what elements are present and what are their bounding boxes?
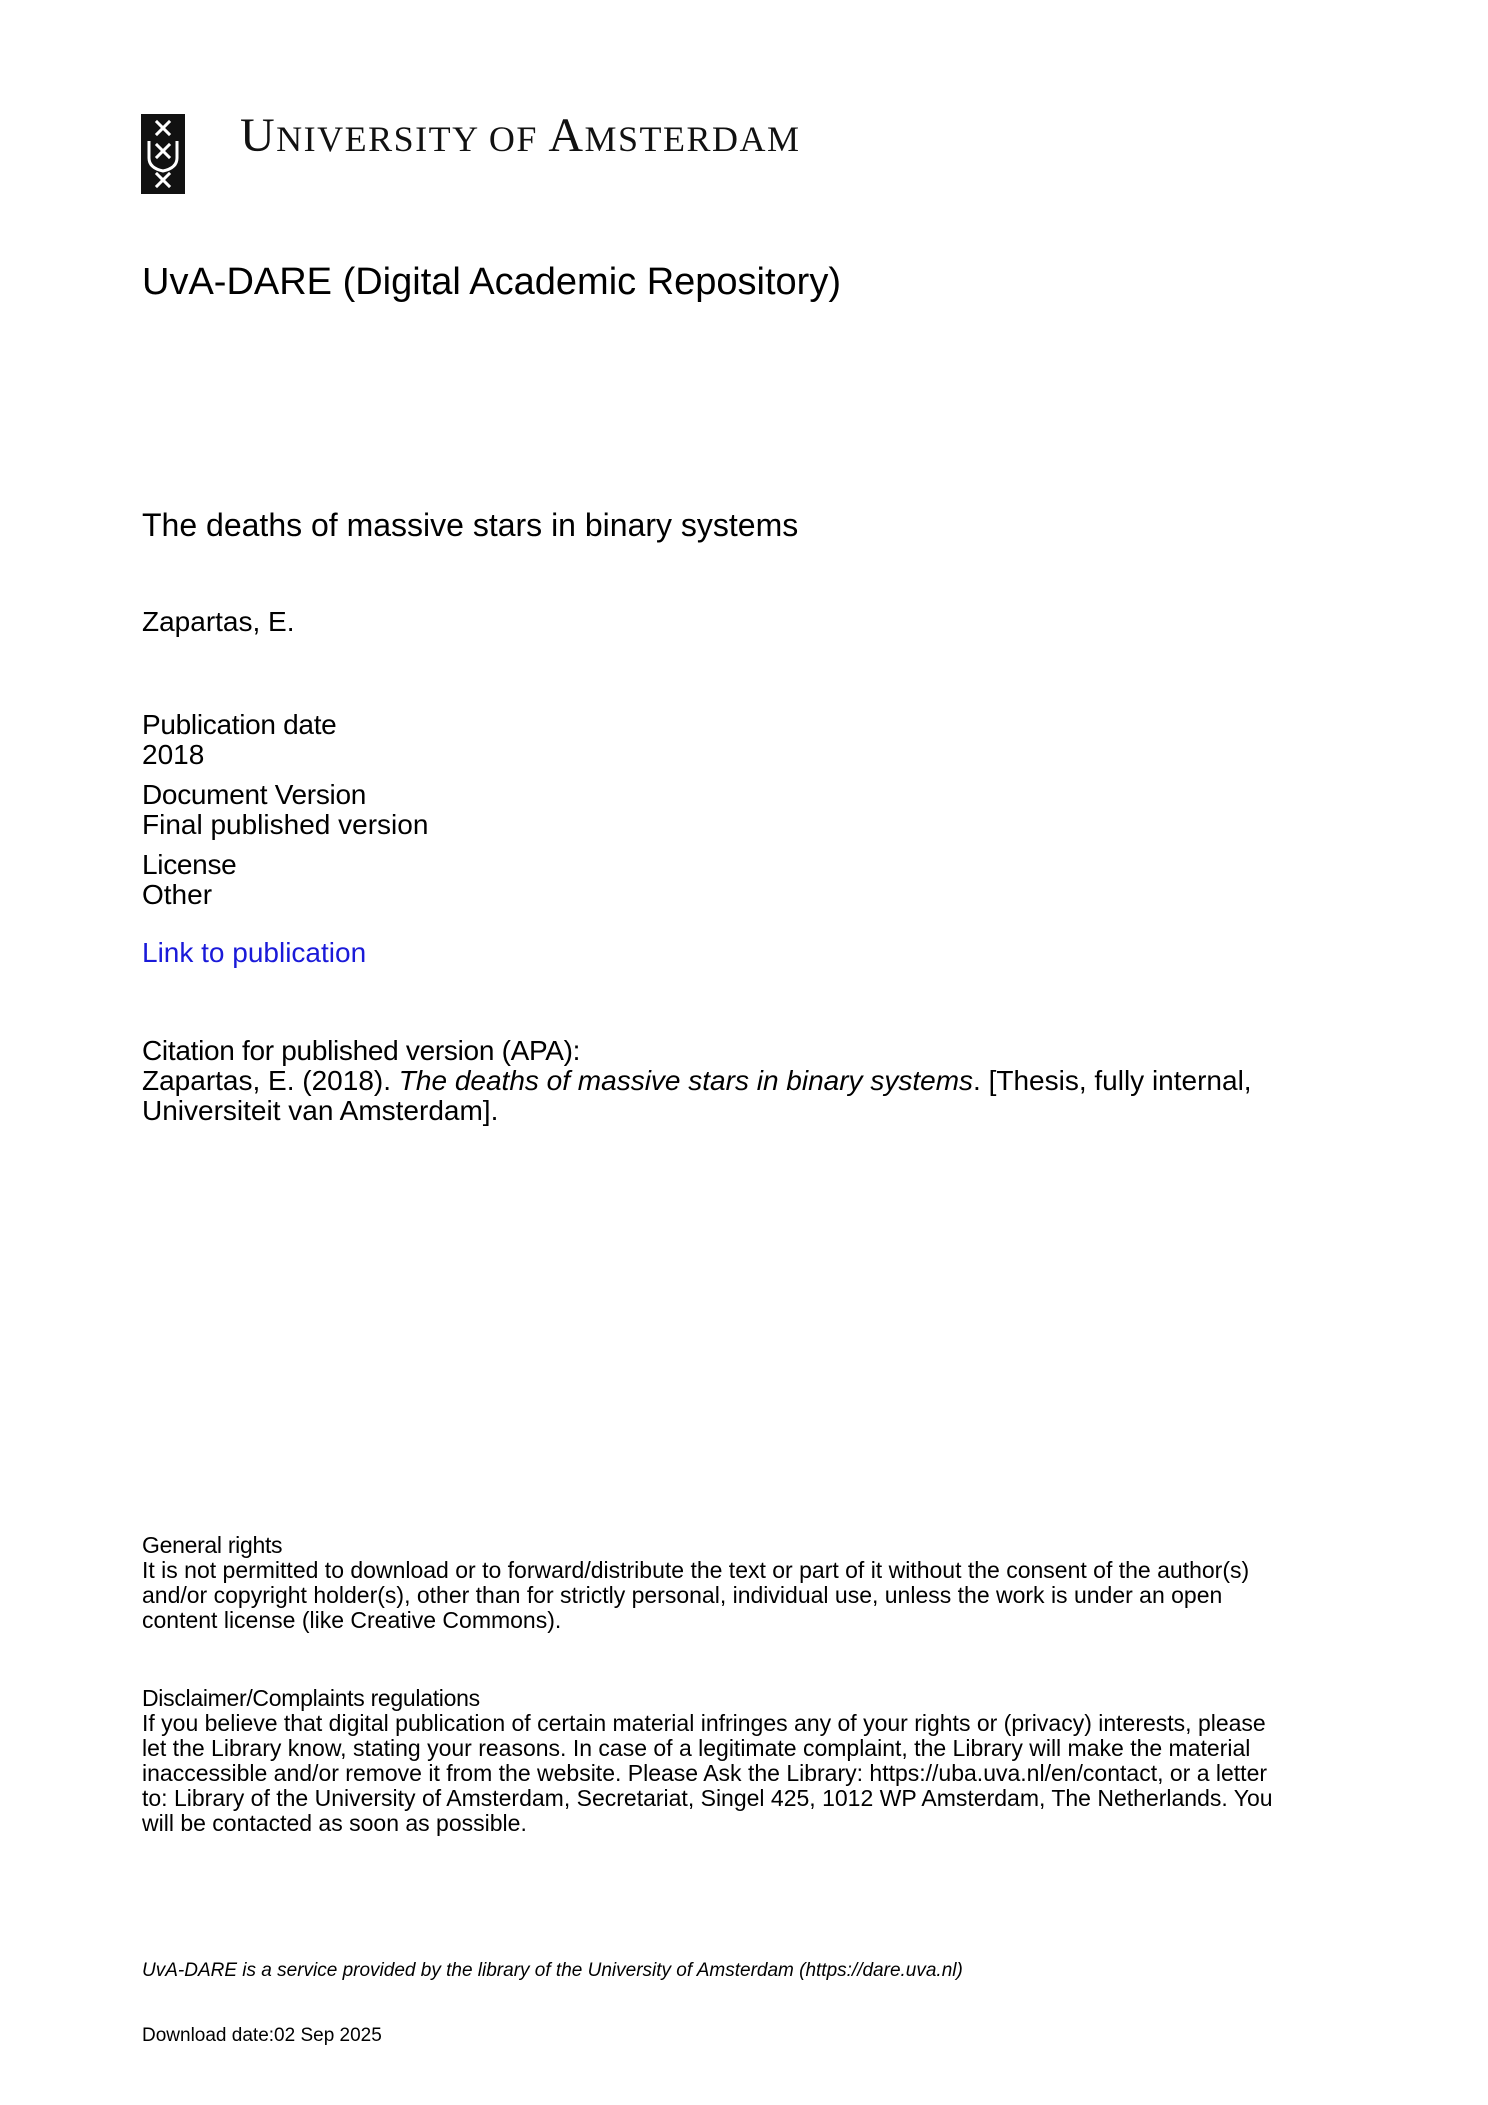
disclaimer-heading: Disclaimer/Complaints regulations (142, 1685, 480, 1711)
citation-title: The deaths of massive stars in binary systems (398, 1065, 974, 1096)
author: Zapartas, E. (142, 606, 295, 637)
uni-name-rest-1: NIVERSITY OF (276, 119, 549, 159)
disclaimer-line: If you believe that digital publication of certain material infringes any of your rights or (privacy) interests, please (142, 1710, 1266, 1736)
citation-line-1 (142, 1066, 1372, 1096)
general-rights-line: and/or copyright holder(s), other than for strictly personal, individual use, unless the work is under an open (142, 1582, 1223, 1608)
disclaimer-text (142, 1711, 1402, 1836)
document-version-label: Document Version (142, 779, 366, 810)
university-name (240, 109, 801, 162)
license-value: Other (142, 879, 213, 910)
citation-prefix: Zapartas, E. (2018). (142, 1065, 399, 1096)
disclaimer-line: inaccessible and/or remove it from the website. Please Ask the Library: https://uba.uva.nl/en/contact, or a letter (142, 1760, 1268, 1786)
citation-text (142, 1066, 1372, 1126)
link-to-publication[interactable]: Link to publication (142, 937, 367, 968)
disclaimer-line: to: Library of the University of Amsterdam, Secretariat, Singel 425, 1012 WP Amsterdam, The Netherlands. You (142, 1785, 1273, 1811)
publication-title: The deaths of massive stars in binary systems (142, 507, 799, 543)
disclaimer-line: let the Library know, stating your reasons. In case of a legitimate complaint, the Library will make the material (142, 1735, 1251, 1761)
general-rights-line: content license (like Creative Commons). (142, 1607, 562, 1633)
download-date: Download date:02 Sep 2025 (142, 2025, 382, 2046)
publication-date-label: Publication date (142, 709, 337, 740)
disclaimer-line: will be contacted as soon as possible. (142, 1810, 527, 1836)
citation-line-2: Universiteit van Amsterdam]. (142, 1095, 499, 1126)
uni-name-initial-a: A (548, 109, 585, 162)
uni-name-initial-u: U (240, 109, 277, 162)
document-version-value: Final published version (142, 809, 429, 840)
repository-title: UvA-DARE (Digital Academic Repository) (142, 261, 841, 303)
service-note: UvA-DARE is a service provided by the library of the University of Amsterdam (https://dare.uva.nl) (142, 1960, 963, 1981)
uni-name-rest-2: MSTERDAM (584, 119, 801, 159)
university-logo-icon (141, 114, 185, 194)
general-rights-heading: General rights (142, 1532, 283, 1558)
citation-label: Citation for published version (APA): (142, 1035, 581, 1066)
general-rights-line: It is not permitted to download or to forward/distribute the text or part of it without the consent of the author(s) (142, 1557, 1250, 1583)
license-label: License (142, 849, 237, 880)
citation-suffix: . [Thesis, fully internal, (973, 1065, 1252, 1096)
general-rights-text (142, 1558, 1402, 1633)
publication-date-value: 2018 (142, 739, 205, 770)
